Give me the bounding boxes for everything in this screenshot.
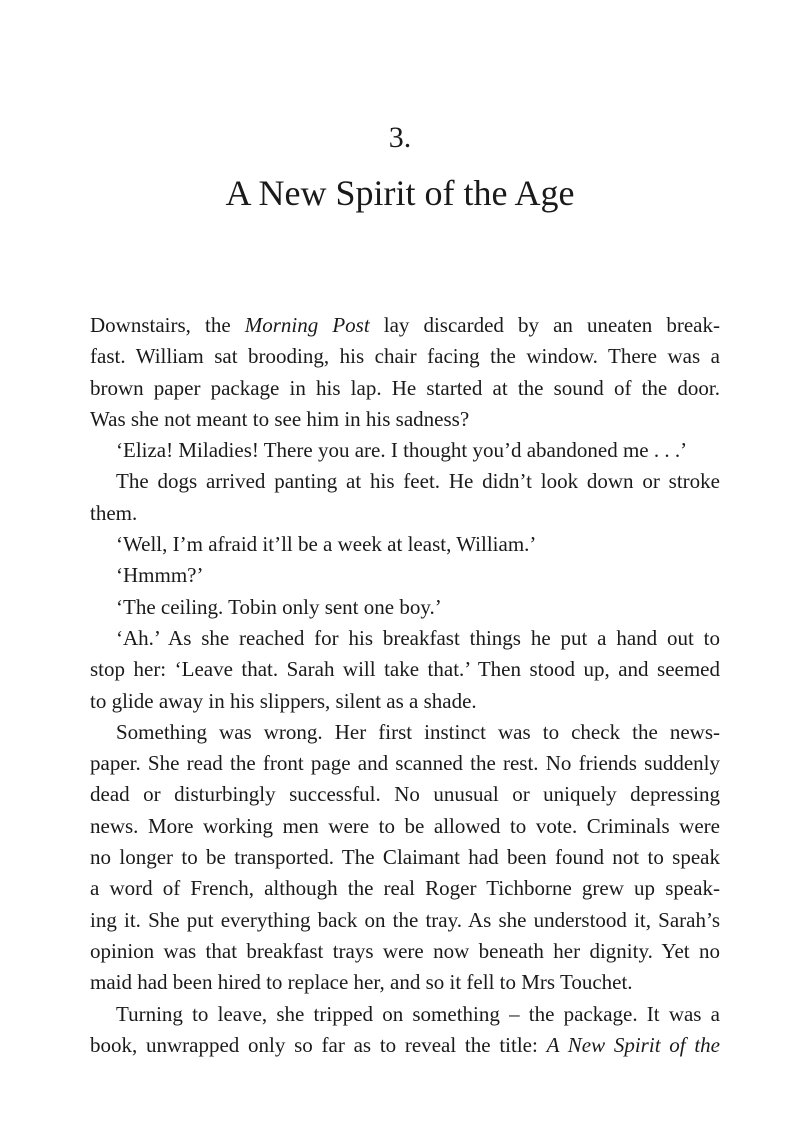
text-line bbox=[90, 404, 720, 435]
text-line bbox=[90, 686, 720, 717]
text-line bbox=[90, 936, 720, 967]
text-line bbox=[90, 779, 720, 810]
text-line bbox=[90, 873, 720, 904]
text-line bbox=[90, 560, 720, 591]
text-line bbox=[90, 466, 720, 497]
text-line bbox=[90, 341, 720, 372]
text-segment: ‘Ah.’ As she reached for his breakfast things he put a hand out to bbox=[116, 625, 720, 650]
text-segment: ing it. She put everything back on the tray. As she understood it, Sarah’s bbox=[90, 907, 720, 932]
text-line bbox=[90, 592, 720, 623]
text-line bbox=[90, 967, 720, 998]
chapter-number: 3. bbox=[388, 121, 412, 154]
body-text bbox=[90, 310, 720, 1061]
text-segment: dead or disturbingly successful. No unusual or uniquely depressing bbox=[90, 782, 720, 807]
text-segment: maid had been hired to replace her, and so it fell to Mrs Touchet. bbox=[90, 970, 633, 995]
text-line bbox=[90, 529, 720, 560]
text-segment: The dogs arrived panting at his feet. He didn’t look down or stroke bbox=[116, 469, 720, 494]
text-segment: Turning to leave, she tripped on something – the package. It was a bbox=[116, 1001, 720, 1026]
text-line bbox=[90, 623, 720, 654]
text-segment: no longer to be transported. The Claimant had been found not to speak bbox=[90, 845, 720, 870]
text-line bbox=[90, 310, 720, 341]
text-segment: brown paper package in his lap. He started at the sound of the door. bbox=[90, 375, 720, 400]
text-segment: news. More working men were to be allowed to vote. Criminals were bbox=[90, 813, 720, 838]
text-segment: ‘The ceiling. Tobin only sent one boy.’ bbox=[116, 594, 442, 619]
text-segment: them. bbox=[90, 500, 138, 525]
text-segment: ‘Eliza! Miladies! There you are. I thought you’d abandoned me . . .’ bbox=[116, 438, 688, 463]
text-line bbox=[90, 373, 720, 404]
text-line bbox=[90, 842, 720, 873]
text-segment: opinion was that breakfast trays were now beneath her dignity. Yet no bbox=[90, 938, 720, 963]
text-segment: book, unwrapped only so far as to reveal the title: bbox=[90, 1032, 547, 1057]
text-segment: fast. William sat brooding, his chair facing the window. There was a bbox=[90, 344, 720, 369]
text-segment: stop her: ‘Leave that. Sarah will take that.’ Then stood up, and seemed bbox=[90, 657, 720, 682]
text-segment: Something was wrong. Her first instinct was to check the news- bbox=[116, 719, 720, 744]
text-segment: Downstairs, the bbox=[90, 313, 245, 337]
text-line bbox=[90, 811, 720, 842]
text-segment: ‘Well, I’m afraid it’ll be a week at least, William.’ bbox=[116, 532, 537, 557]
text-line bbox=[90, 999, 720, 1030]
italic-title: A New Spirit of the bbox=[546, 1032, 720, 1057]
text-line bbox=[90, 1030, 720, 1061]
text-line bbox=[90, 498, 720, 529]
text-line bbox=[90, 748, 720, 779]
text-line bbox=[90, 435, 720, 466]
text-line bbox=[90, 905, 720, 936]
text-segment: ‘Hmmm?’ bbox=[116, 563, 204, 588]
text-line bbox=[90, 717, 720, 748]
chapter-title: A New Spirit of the Age bbox=[225, 173, 575, 213]
text-segment: a word of French, although the real Roger Tichborne grew up speak- bbox=[90, 876, 720, 901]
text-segment: paper. She read the front page and scanned the rest. No friends suddenly bbox=[90, 751, 720, 776]
italic-title: Morning Post bbox=[244, 313, 370, 337]
text-segment: to glide away in his slippers, silent as a shade. bbox=[90, 688, 477, 713]
text-line bbox=[90, 654, 720, 685]
text-segment: Was she not meant to see him in his sadness? bbox=[90, 406, 470, 431]
text-segment: lay discarded by an uneaten break- bbox=[369, 313, 720, 337]
